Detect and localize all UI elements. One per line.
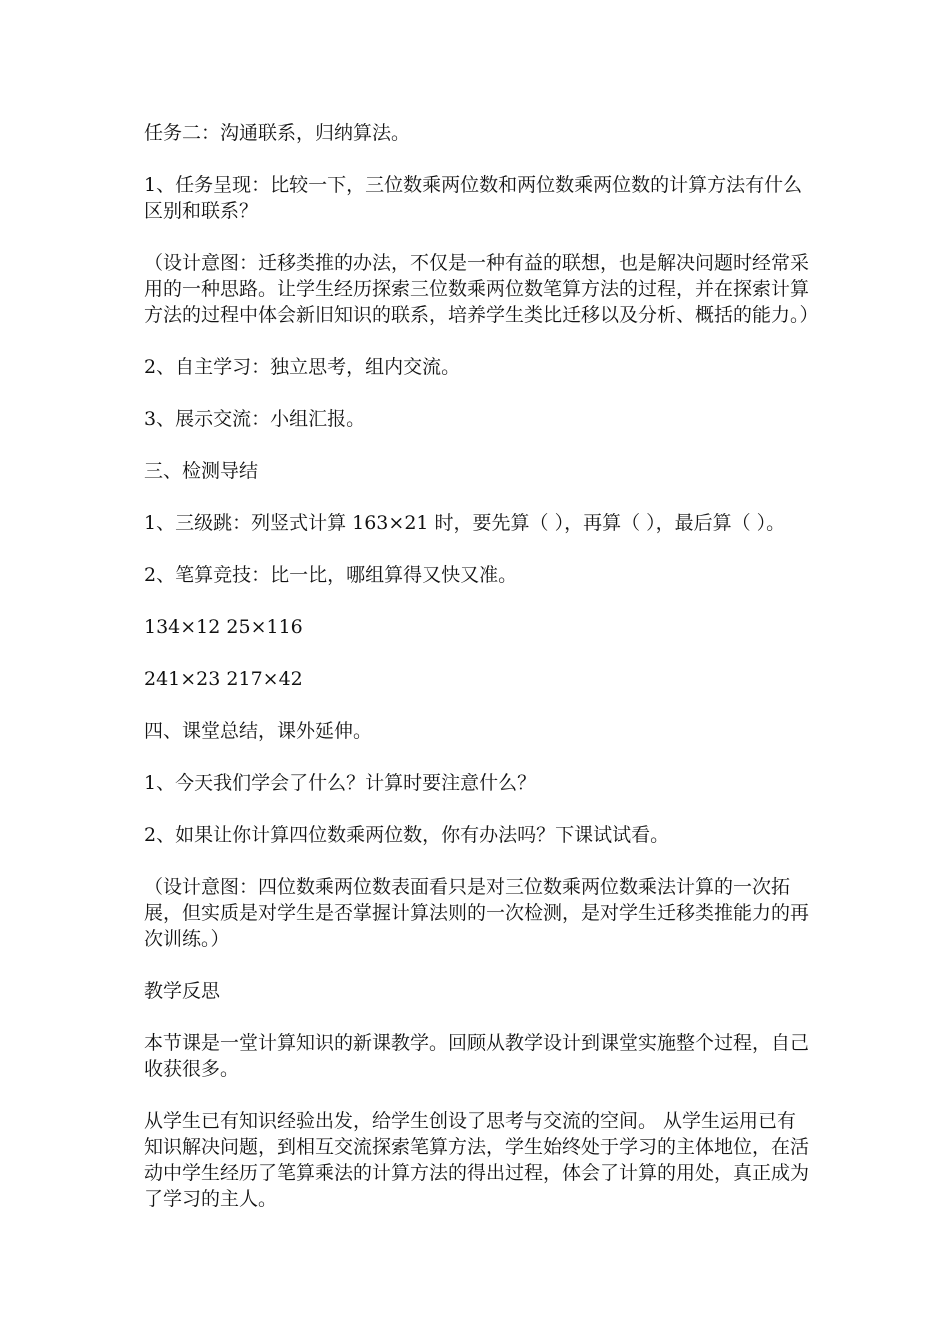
summary-question-2: 2、如果让你计算四位数乘两位数，你有办法吗？下课试试看。	[144, 824, 670, 846]
task-presentation: 1、任务呈现：比较一下，三位数乘两位数和两位数乘两位数的计算方法有什么区别和联系？	[144, 174, 803, 222]
task-two-heading: 任务二：沟通联系，归纳算法。	[144, 122, 411, 144]
design-intent-note-2: （设计意图：四位数乘两位数表面看只是对三位数乘两位数乘法计算的一次拓展，但实质是对学生是否掌握计算法则的一次检测，是对学生迁移类推能力的再次训练。）	[144, 876, 810, 950]
document-body	[144, 120, 819, 1238]
presentation-item: 3、展示交流：小组汇报。	[144, 408, 366, 430]
exercise-row-1: 134×12 25×116	[144, 616, 303, 638]
exercise-row-2: 241×23 217×42	[144, 668, 303, 690]
triple-jump-item: 1、三级跳：列竖式计算 163×21 时，要先算（ ），再算（ ），最后算（ ）。	[144, 512, 786, 534]
reflection-heading: 教学反思	[144, 980, 221, 1002]
section-three-heading: 三、检测导结	[144, 460, 259, 482]
self-study-item: 2、自主学习：独立思考，组内交流。	[144, 356, 461, 378]
reflection-paragraph-2: 从学生已有知识经验出发，给学生创设了思考与交流的空间。 从学生运用已有知识解决问题，到相互交流探索笔算方法，学生始终处于学习的主体地位，在活动中学生经历了笔算乘法的计算方法的得出过程，体会了计算的用处，真正成为了学习的主人。	[144, 1110, 810, 1210]
section-four-heading: 四、课堂总结，课外延伸。	[144, 720, 373, 742]
reflection-paragraph-1: 本节课是一堂计算知识的新课教学。回顾从教学设计到课堂实施整个过程，自己收获很多。	[144, 1032, 810, 1080]
design-intent-note: （设计意图：迁移类推的办法，不仅是一种有益的联想，也是解决问题时经常采用的一种思路。让学生经历探索三位数乘两位数笔算方法的过程，并在探索计算方法的过程中体会新旧知识的联系，培养学生类比迁移以及分析、概括的能力。）	[144, 252, 819, 326]
summary-question-1: 1、今天我们学会了什么？计算时要注意什么？	[144, 772, 537, 794]
competition-item: 2、笔算竞技：比一比，哪组算得又快又准。	[144, 564, 518, 586]
